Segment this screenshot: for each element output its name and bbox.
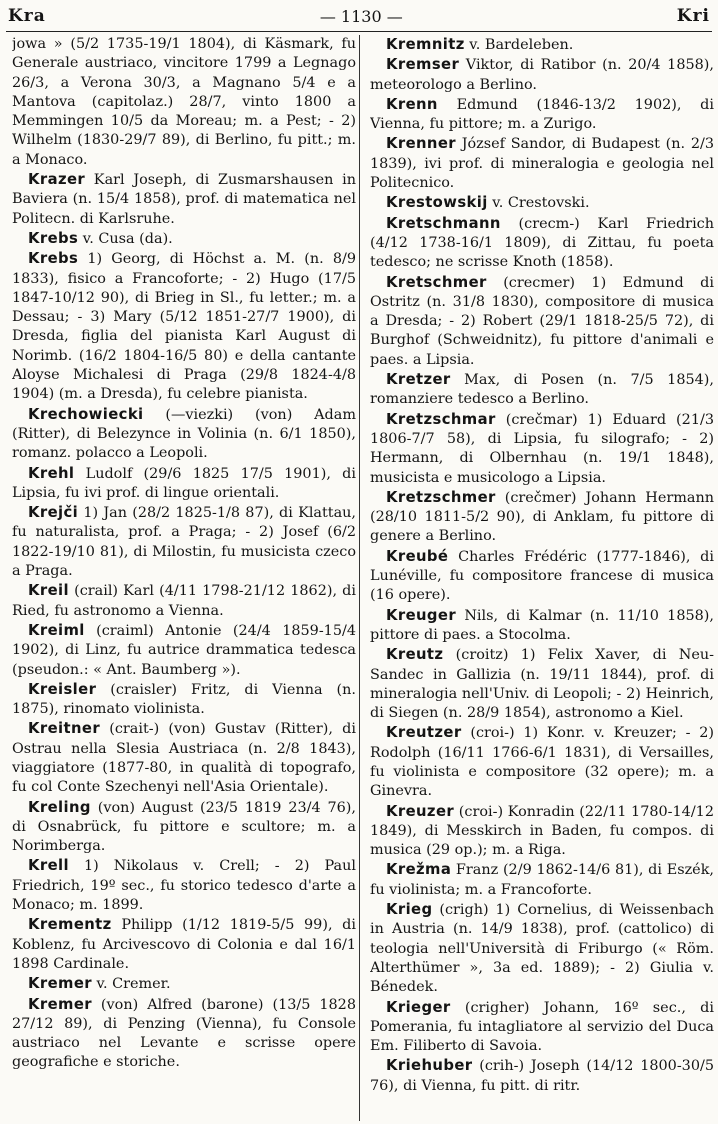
dictionary-entry [370,645,714,723]
dictionary-entry [12,464,356,504]
entry-headword: Krebs [28,250,79,268]
entry-text: (croi-) Konradin (22/11 1780-14/12 1849), di Messkirch in Baden, fu compos. di musica (29 op.); m. a Riga. [370,803,714,859]
dictionary-entry [370,860,714,900]
entry-headword: Krežma [386,861,452,879]
entry-headword: Krementz [28,916,112,934]
entry-text: (crail) Karl (4/11 1798-21/12 1862), di Ried, fu astronomo a Vienna. [12,583,356,619]
dictionary-entry [12,581,356,621]
entry-text: (crait-) (von) Gustav (Ritter), di Ostrau nella Slesia Austriaca (n. 2/8 1843), viaggiatore (1877-80, in qualità di topografo, fu col Conte Szechenyi nell'Asia Orientale). [12,721,356,796]
dictionary-entry [12,170,356,229]
entry-text: v. Cremer. [91,976,171,993]
entry-headword: Kreitner [28,720,101,738]
entry-headword: Krazer [28,171,86,189]
entry-text: Karl Joseph, di Zusmarshausen in Baviera (n. 15/4 1858), prof. di matematica nel Politecn. di Karlsruhe. [12,172,356,227]
dictionary-entry [12,915,356,974]
dictionary-entry [370,606,714,646]
entry-headword: Kretzschmer [386,488,496,506]
dictionary-entry [12,995,356,1073]
entry-text: Edmund (1846-13/2 1902), di Vienna, fu pittore; m. a Zurigo. [370,96,714,133]
left-guide-word: Kra [8,6,46,26]
entry-text: v. Cusa (da). [78,230,173,247]
entry-headword: Kreil [28,582,69,600]
entry-headword: Krell [28,857,69,875]
dictionary-entry [12,405,356,464]
entry-text: (crigher) Johann, 16º sec., di Pomerania, fu intagliatore al servizio del Duca Em. Filiberto di Savoia. [370,999,714,1055]
dictionary-entry [12,798,356,857]
dictionary-entry [12,621,356,680]
entry-text: (croi-) 1) Konr. v. Kreuzer; - 2) Rodolph (16/11 1766-6/1 1831), di Versailles, fu violinista e compositore (32 opere); m. a Ginevra. [370,725,714,800]
entry-text: (—viezki) (von) Adam (Ritter), di Belezynce in Volinia (n. 6/1 1850), romanz. polacco a Leopoli. [12,406,356,462]
dictionary-entry [370,273,714,370]
entry-headword: Kreubé [386,547,449,565]
entry-text: (crecm-) Karl Friedrich (4/12 1738-16/1 1809), di Zittau, fu poeta tedesco; ne scrisse Knoth (1858). [370,215,714,271]
dictionary-entry [370,723,714,801]
right-guide-word: Kri [676,6,710,26]
dictionary-entry [370,95,714,135]
dictionary-entry [370,998,714,1057]
dictionary-entry [12,856,356,915]
entry-text: Nils, di Kalmar (n. 11/10 1858), pittore di paes. a Stocolma. [370,607,714,643]
header-rule [6,31,712,32]
page-number: — 1130 — [319,6,403,26]
entry-headword: Krieg [386,901,433,919]
entry-headword: Krenner [386,135,457,153]
entry-headword: Kremnitz [386,36,465,53]
dictionary-entry [370,35,714,55]
entry-text: Philipp (1/12 1819-5/5 99), di Koblenz, fu Arcivescovo di Colonia e dal 16/1 1898 Cardinale. [12,917,356,972]
dictionary-entry [370,55,714,95]
column-divider [359,35,360,1121]
entry-headword: Kriehuber [386,1057,473,1075]
entry-text: Charles Frédéric (1777-1846), di Lunéville, fu compositore francese di musica (16 opere). [370,548,714,604]
entry-text: Ludolf (29/6 1825 17/5 1901), di Lipsia, fu ivi prof. di lingue orientali. [12,465,356,501]
entry-text: v. Crestovski. [487,195,590,212]
dictionary-entry [370,488,714,547]
entry-headword: Kreuzer [386,802,455,820]
dictionary-entry [12,249,356,404]
dictionary-entry [370,900,714,997]
dictionary-entry [370,802,714,861]
entry-text: (crecmer) 1) Edmund di Ostritz (n. 31/8 1830), compositore di musica a Dresda; - 2) Robert (29/1 1818-25/5 72), di Burghof (Schweidnitz), fu pittore d'animali e paes. a Lipsia. [370,274,714,368]
entry-text: (crečmer) Johann Hermann (28/10 1811-5/2 90), di Anklam, fu pittore di genere a Berlino. [370,489,714,545]
entry-headword: Kreling [28,798,91,816]
entry-headword: Krenn [386,95,438,113]
dictionary-entry [12,719,356,797]
entry-headword: Kremser [386,56,460,74]
entry-text: (croitz) 1) Felix Xaver, di Neu-Sandec in Gallizia (n. 19/11 1844), prof. di mineralogia nell'Univ. di Leopoli; - 2) Heinrich, di Siegen (n. 28/9 1854), astronomo a Kiel. [370,647,714,722]
entry-text: (crigh) 1) Cornelius, di Weissenbach in Austria (n. 14/9 1838), prof. (cattolico) di teologia nell'Università di Friburgo (« Röm. Alterthümer », 3a ed. 1889); - 2) Giulia v. Bénedek. [370,902,714,996]
dictionary-entry [12,229,356,249]
entry-text: Viktor, di Ratibor (n. 20/4 1858), meteorologo a Berlino. [370,57,714,93]
entry-headword: Krejči [28,504,79,522]
dictionary-entry [370,193,714,213]
entry-headword: Kreiml [28,621,85,639]
dictionary-entry [370,214,714,273]
entry-text: 1) Jan (28/2 1825-1/8 87), di Klattau, fu naturalista, prof. a Praga; - 2) Josef (6/2 1822-19/10 81), di Milostin, fu musicista czeco a Praga. [12,505,356,580]
entry-text: (craiml) Antonie (24/4 1859-15/4 1902), di Linz, fu autrice drammatica tedesca (pseudon.: « Ant. Baumberg »). [12,622,356,678]
entry-text: (crečmar) 1) Eduard (21/3 1806-7/7 58), di Lipsia, fu silografo; - 2) Hermann, di Olbernhau (n. 19/1 1848), musicista e musicologo a Lipsia. [370,411,714,486]
dictionary-entry [370,370,714,410]
entry-text: (von) August (23/5 1819 23/4 76), di Osnabrück, fu pittore e scultore; m. a Norimberga. [12,799,356,855]
right-column [370,35,714,1121]
dictionary-entry [370,547,714,606]
left-column [12,35,356,1121]
entry-headword: Kreutz [386,646,444,664]
dictionary-entry [370,1056,714,1096]
entry-headword: Kretzschmar [386,410,496,428]
entry-headword: Kremer [28,995,92,1013]
dictionary-entry [12,35,356,170]
dictionary-entry [12,974,356,994]
entry-headword: Krestowskij [386,194,488,212]
entry-text: v. Bardeleben. [464,37,574,53]
entry-text: 1) Nikolaus v. Crell; - 2) Paul Friedrich, 19º sec., fu storico tedesco d'arte a Monaco; m. 1899. [12,858,356,914]
entry-headword: Kretschmann [386,214,501,232]
entry-text: (von) Alfred (barone) (13/5 1828 27/12 89), di Penzing (Vienna), fu Console austriaco nel Levante e scrisse opere geografiche e storiche. [12,996,356,1071]
entry-text: (crih-) Joseph (14/12 1800-30/5 76), di Vienna, fu pitt. di ritr. [370,1058,714,1094]
page-header [8,4,710,28]
entry-headword: Krehl [28,464,75,482]
entry-headword: Krechowiecki [28,405,144,423]
entry-headword: Krieger [386,998,451,1016]
entry-headword: Kreuger [386,606,457,624]
entry-headword: Kretschmer [386,273,487,291]
entry-headword: Kreisler [28,680,97,698]
dictionary-entry [12,503,356,581]
entry-text: József Sandor, di Budapest (n. 2/3 1839), ivi prof. di mineralogia e geologia nel Politecnico. [370,136,714,192]
entry-headword: Krebs [28,229,79,247]
dictionary-entry [370,134,714,193]
entry-headword: Kretzer [386,371,451,389]
entry-text: jowa » (5/2 1735-19/1 1804), di Käsmark, fu Generale austriaco, vincitore 1799 a Legnago 26/3, a Verona 30/3, a Magnano 5/4 e a Mantova (capitolaz.) 28/7, vinto 1800 a Memmingen 10/5 da Moreau; m. a Pest; - 2) Wilhelm (1830-29/7 89), di Berlino, fu pitt.; m. a Monaco. [12,36,356,168]
entry-text: Max, di Posen (n. 7/5 1854), romanziere tedesco a Berlino. [370,372,714,408]
entry-text: 1) Georg, di Höchst a. M. (n. 8/9 1833), fisico a Francoforte; - 2) Hugo (17/5 1847-10/12 90), di Brieg in Sl., fu letter.; m. a Dessau; - 3) Mary (5/12 1851-27/7 1900), di Dresda, figlia del pianista Karl August di Norimb. (16/2 1804-16/5 80) e della cantante Aloyse Michalesi di Praga (29/8 1824-4/8 1904) (m. a Dresda), fu celebre pianista. [12,251,356,403]
entry-text: (craisler) Fritz, di Vienna (n. 1875), rinomato violinista. [12,681,356,718]
entry-headword: Kremer [28,975,92,993]
dictionary-entry [12,680,356,720]
dictionary-entry [370,410,714,488]
entry-text: Franz (2/9 1862-14/6 81), di Eszék, fu violinista; m. a Francoforte. [370,862,714,898]
entry-headword: Kreutzer [386,724,462,742]
